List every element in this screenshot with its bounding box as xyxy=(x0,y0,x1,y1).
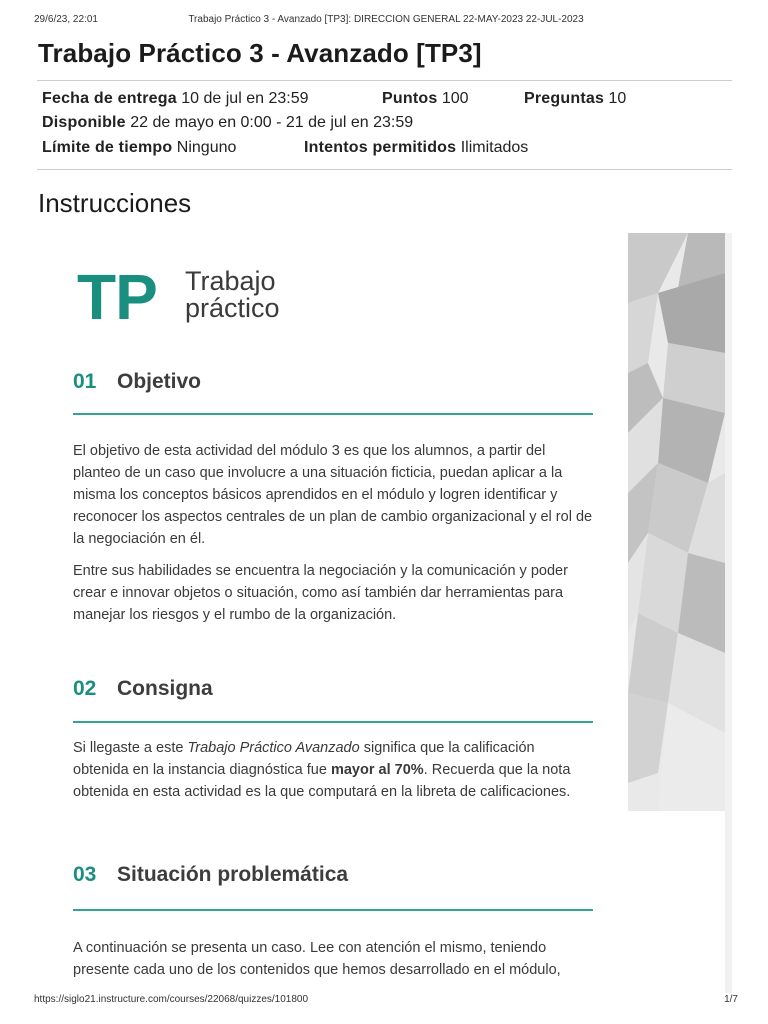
questions-label: Preguntas xyxy=(524,90,605,107)
section-03-divider xyxy=(73,909,593,911)
tp-logo-letters: TP xyxy=(77,261,157,333)
attempts-meta xyxy=(304,139,528,157)
time-limit-meta xyxy=(42,139,236,157)
print-url: https://siglo21.instructure.com/courses/22068/quizzes/101800 xyxy=(34,994,309,1005)
consigna-strong: mayor al 70% xyxy=(330,762,424,778)
consigna-text-middle: significa que la calificación obtenida en la instancia diagnóstica fue xyxy=(73,740,535,778)
tp-logo-word xyxy=(185,268,280,322)
print-document-title: Trabajo Práctico 3 - Avanzado [TP3]: DIRECCION GENERAL 22-MAY-2023 22-JUL-2023 xyxy=(188,14,584,25)
section-03-title: Situación problemática xyxy=(117,863,349,886)
available-label: Disponible xyxy=(42,114,126,131)
questions-meta xyxy=(524,90,626,108)
section-01-number: 01 xyxy=(73,370,97,393)
section-01-divider xyxy=(73,413,593,415)
objective-paragraph-2: Entre sus habilidades se encuentra la negociación y la comunicación y poder crear e innovar objetos o situación, como así también dar herramientas para manejar los riesgos y el rumbo de la organización. xyxy=(73,563,568,623)
section-02-number: 02 xyxy=(73,677,97,700)
objective-paragraph-1: El objetivo de esta actividad del módulo 3 es que los alumnos, a partir del planteo de un caso que involucre a una situación ficticia, puedan aplicar a la misma los conceptos básicos aprendidos en el módulo y logren identificar y reconocer los aspectos centrales de un plan de cambio organizacional y el rol de la negociación en él. xyxy=(73,443,593,547)
print-header xyxy=(34,14,738,28)
points-meta xyxy=(382,90,469,108)
tp-logo-word-line1: Trabajo xyxy=(185,266,276,296)
print-date: 29/6/23, 22:01 xyxy=(34,14,98,25)
section-02-divider xyxy=(73,721,593,723)
side-scroll-strip xyxy=(725,233,732,993)
consigna-text-start: Si llegaste a este xyxy=(73,740,188,756)
consigna-text-end: . Recuerda que la nota obtenida en esta actividad es la que computará en la libreta de calificaciones. xyxy=(73,762,571,800)
section-03-number: 03 xyxy=(73,863,97,886)
due-value: 10 de jul en 23:59 xyxy=(181,90,309,107)
consigna-emphasis: Trabajo Práctico Avanzado xyxy=(187,740,360,756)
page-title: Trabajo Práctico 3 - Avanzado [TP3] xyxy=(38,38,482,68)
availability-meta xyxy=(42,114,413,132)
print-page-number: 1/7 xyxy=(724,994,738,1005)
time-limit-label: Límite de tiempo xyxy=(42,139,173,156)
points-label: Puntos xyxy=(382,90,438,107)
quiz-meta-row-1 xyxy=(42,90,308,108)
time-limit-value: Ninguno xyxy=(176,139,237,156)
title-divider xyxy=(37,80,732,81)
points-value: 100 xyxy=(441,90,469,107)
questions-value: 10 xyxy=(608,90,627,107)
available-value: 22 de mayo en 0:00 - 21 de jul en 23:59 xyxy=(130,114,414,131)
attempts-value: Ilimitados xyxy=(460,139,529,156)
print-footer xyxy=(34,994,738,1008)
instructions-heading: Instrucciones xyxy=(38,188,192,218)
meta-divider xyxy=(37,169,732,170)
attempts-label: Intentos permitidos xyxy=(304,139,457,156)
due-label: Fecha de entrega xyxy=(42,90,177,107)
decorative-side-image xyxy=(628,233,725,811)
situation-paragraph-1: A continuación se presenta un caso. Lee con atención el mismo, teniendo presente cada uno de los contenidos que hemos desarrollado en el módulo, xyxy=(73,940,561,978)
tp-logo-word-line2: práctico xyxy=(185,293,280,323)
section-01-title: Objetivo xyxy=(117,370,202,393)
consigna-paragraph xyxy=(73,737,593,803)
section-02-title: Consigna xyxy=(117,677,213,700)
